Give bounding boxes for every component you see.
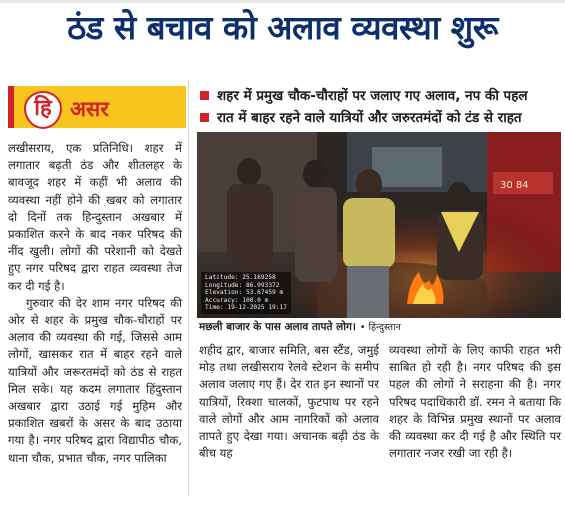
article-paragraph: शहीद द्वार, बाजार समिति, बस स्टैंड, जमुई मोड़ तथा लखीसराय रेलवे स्टेशन के समीप अलाव जलाए गए हैं। देर रात इन स्थानों पर यात्रियों, रिक्शा चालकों, फुटपाथ पर रहने वाले लोगों और आम नागरिकों को अलाव तापते हुए देखा गया। अचानक बढ़ी ठंड के बीच यह — [199, 343, 379, 461]
article-paragraph: लखीसराय, एक प्रतिनिधि। शहर में लगातार बढ़ती ठंड और शीतलहर के बावजूद शहर में कहीं भी अलाव की व्यवस्था नहीं होने की खबर को लगातार दो दिनों तक हिन्दुस्तान अखबार में प्रकाशित करने के बाद नकर परिषद की नींद खुली। लोगों की परेशानी को देखते हुए नगर परिषद द्वारा राहत व्यवस्था तेज कर दी गई है। — [8, 141, 182, 293]
column-divider — [188, 80, 189, 496]
bullet-square-icon — [200, 113, 209, 122]
camera-tag-line: Elevation: 53.67459 m — [205, 289, 284, 297]
hindustan-logo-icon: हि — [24, 91, 62, 129]
camera-tag-line: Accuracy: 100.0 m — [205, 296, 269, 304]
article-paragraph: व्यवस्था लोगों के लिए काफी राहत भरी साबित हो रही है। नगर परिषद की इस पहल की लोगों ने सराहना की है। नगर परिषद पदाधिकारी डॉ. रमन ने बताया कि शहर के विभिन्न प्रमुख स्थानों पर अलाव की व्यवस्था कर दी गई है और स्थिति पर लगातार नजर रखी जा रही है। — [389, 343, 561, 461]
highlight-item — [200, 84, 562, 106]
news-photo — [197, 132, 561, 318]
article-column-3 — [389, 342, 561, 462]
bullet-square-icon — [200, 91, 209, 100]
photo-credit: • हिन्दुस्तान — [359, 322, 401, 333]
highlights — [200, 84, 562, 128]
article-column-1 — [8, 140, 182, 467]
highlight-item — [200, 106, 562, 128]
highlight-text: शहर में प्रमुख चौक-चौराहों पर जलाए गए अलाव, नप की पहल — [217, 88, 528, 104]
article-paragraph: गुरुवार की देर शाम नगर परिषद की ओर से शहर के प्रमुख चौक-चौराहों पर अलाव की व्यवस्था की गई, जिससे आम लोगों, खासकर रात में बाहर रहने वाले यात्रियों और जरूरतमंदों को ठंड से राहत मिल सके। यह कदम लगातार हिंदुस्तान अखबार द्वारा उठाई गई मुहिम और प्रकाशित खबरों के असर के बाद उठाया गया है। नगर परिषद द्वारा विद्यापीठ चौक, थाना चौक, प्रभात चौक, नगर पालिका — [8, 295, 182, 465]
photo-caption — [199, 320, 561, 334]
camera-tag-line: Longitude: 86.093372 — [205, 281, 280, 289]
section-tag — [8, 86, 186, 128]
section-label: असर — [70, 97, 109, 121]
highlight-text: रात में बाहर रहने वाले यात्रियों और जरुरतमंदों को टंड से राहत — [217, 110, 522, 126]
caption-text: मछली बाजार के पास अलाव तापते लोग। — [199, 321, 356, 333]
camera-metadata-tag — [201, 272, 291, 314]
camera-tag-line: Latitude: 25.169258 — [205, 274, 276, 282]
headline: ठंड से बचाव को अलाव व्यवस्था शुरू — [67, 8, 498, 47]
camera-tag-line: Time: 19-12-2025 19:17 — [205, 304, 287, 312]
article-column-2 — [199, 342, 379, 462]
